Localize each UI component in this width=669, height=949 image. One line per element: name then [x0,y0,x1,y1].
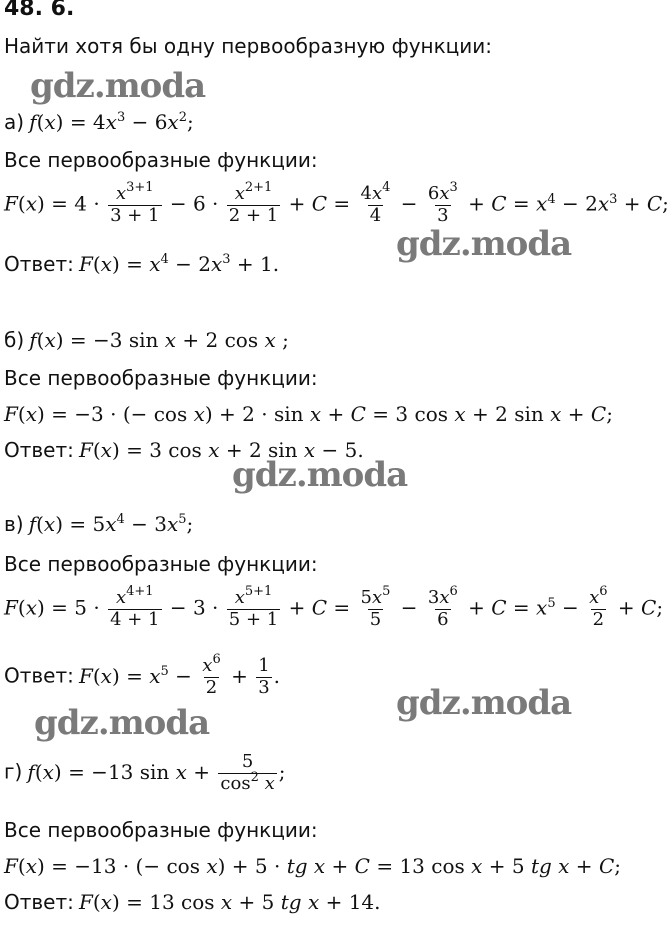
label-answer: Ответ: [4,663,74,688]
part-v-function: в) $f(x) = 5x^4 - 3x^5$; [4,512,194,536]
watermark-logo: gdz.moda [30,66,206,106]
part-letter: б) [4,328,25,352]
label-all-antiderivatives: Все первообразные функции: [4,148,318,172]
watermark-logo: gdz.moda [396,683,572,723]
part-letter: г) [4,759,23,784]
problem-number: 48. 6. [4,0,75,21]
watermark-logo: gdz.moda [396,224,572,264]
part-a-formula: F(x) = 4 · $\frac{x^{3+1}}{3 + 1}$ − 6 · $\frac{x^{2+1}}{2 + 1}$ + C = $\frac{4x^4}{4}$ − $\frac{6x^3}{3}$ + $C = x^4 - 2x^3 + C$; [4,180,669,226]
part-b-formula: F(x) = −3 · (− cos x) + 2 · sin x + C = 3 cos x + 2 sin x + C; [4,402,613,426]
watermark-logo: gdz.moda [34,703,210,743]
part-a-function: а) $f(x) = 4x^3 - 6x^2$; [4,110,194,134]
part-letter: в) [4,512,24,536]
part-g-formula: F(x) = −13 · (− cos x) + 5 · tg x + C = 13 cos x + 5 tg x + C; [4,854,621,878]
task-statement: Найти хотя бы одну первообразную функции: [4,34,493,58]
part-letter: а) [4,110,25,134]
part-b-function: б) f(x) = −3 sin x + 2 cos x ; [4,328,289,352]
label-answer: Ответ: [4,438,74,462]
part-g-function: г) f(x) = −13 sin x + $\frac{5}{\cos^2 x}$ ; [4,751,286,794]
label-all-antiderivatives: Все первообразные функции: [4,818,318,842]
part-g-answer: Ответ: F(x) = 13 cos x + 5 tg x + 14. [4,890,381,914]
part-a-answer: Ответ: $F(x) = x^4 - 2x^3 + 1$. [4,252,280,276]
label-all-antiderivatives: Все первообразные функции: [4,552,318,576]
part-v-answer: Ответ: $F(x) = x^5$ − $\frac{x^6}{2}$ + $\frac{1}{3}$ . [4,652,281,698]
label-answer: Ответ: [4,252,74,276]
label-answer: Ответ: [4,890,74,914]
part-b-answer: Ответ: F(x) = 3 cos x + 2 sin x − 5. [4,438,364,462]
part-v-formula: F(x) = 5 · $\frac{x^{4+1}}{4 + 1}$ − 3 · $\frac{x^{5+1}}{5 + 1}$ + C = $\frac{5x^5}{5}$ − $\frac{3x^6}{6}$ + $C = x^5$ − $\frac{x^6}{2}$ + C; [4,584,664,630]
watermark-logo: gdz.moda [232,455,408,495]
label-all-antiderivatives: Все первообразные функции: [4,366,318,390]
